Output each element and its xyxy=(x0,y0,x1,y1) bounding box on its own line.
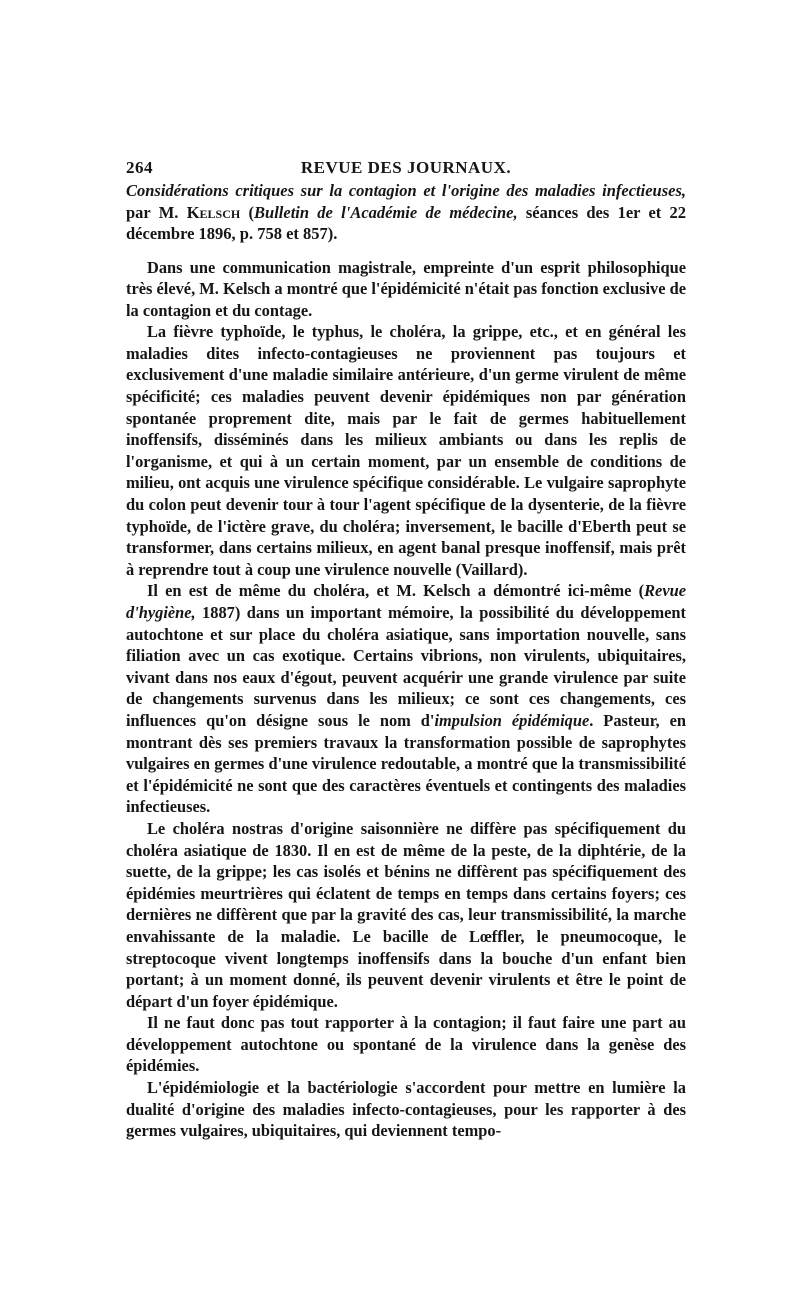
article-source: Bulletin de l'Académie de médecine, xyxy=(254,202,518,222)
cited-journal: Revue d'hygiène, xyxy=(126,581,686,622)
paragraph-3-text-b: 1887) dans un important mémoire, la possibilité du développement autochtone et sur place du choléra asiatique, sans importation nouvelle, sans filiation avec un cas exotique. Certains vibrions, non virulents, ubiquitaires, vivant dans nos eaux d'égout, peuvent acquérir une grande virulence par suite de changements survenus dans les milieux; ce sont ces changements, ces influences qu'on désigne sous le nom d' xyxy=(126,603,686,730)
journal-page xyxy=(126,150,686,1142)
emphasized-term: impulsion épidémique xyxy=(434,710,590,730)
paragraph-3-text-c: . Pasteur, en montrant dès ses premiers travaux la transformation possible de saprophytes vulgaires en germes d'une virulence redoutable, a montré que la transmissibilité et l'épidémicité ne sont que des caractères éventuels et contingents des maladies infectieuses. xyxy=(126,710,686,817)
source-open-paren: ( xyxy=(248,202,255,222)
article-title: Considérations critiques sur la contagion et l'origine des maladies infectieuses, xyxy=(126,181,686,200)
journal-title: REVUE DES JOURNAUX. xyxy=(300,158,512,177)
article-author: Kelsch xyxy=(186,202,241,222)
article-reference xyxy=(126,180,686,245)
paragraph-3-text-a: Il en est de même du choléra, et M. Kelsch a démontré ici-même ( xyxy=(147,581,645,601)
article-body xyxy=(126,257,686,1142)
page-number: 264 xyxy=(126,158,153,177)
paragraph-3 xyxy=(126,580,686,818)
reference-by: par M. xyxy=(126,202,179,222)
paragraph-4: Le choléra nostras d'origine saisonnière ne diffère pas spécifiquement du choléra asiatique de 1830. Il en est de même de la peste, de la diphtérie, de la suette, de la grippe; les cas isolés et bénins ne diffèrent pas spécifiquement des épidémies meurtrières qui éclatent de temps en temps dans certains foyers; ces dernières ne diffèrent que par la gravité des cas, leur transmissibilité, la marche envahissante de la maladie. Le bacille de Lœffler, le pneumocoque, le streptocoque vivent longtemps inoffensifs dans la bouche d'un enfant bien portant; à un moment donné, ils peuvent devenir virulents et être le point de départ d'un foyer épidémique. xyxy=(126,818,686,1011)
paragraph-5: Il ne faut donc pas tout rapporter à la contagion; il faut faire une part au développement autochtone ou spontané de la virulence dans la genèse des épidémies. xyxy=(126,1013,686,1076)
paragraph-2: La fièvre typhoïde, le typhus, le choléra, la grippe, etc., et en général les maladies dites infecto-contagieuses ne proviennent pas toujours et exclusivement d'une maladie similaire antérieure, d'un germe virulent de même spécificité; ces maladies peuvent devenir épidémiques non par génération spontanée proprement dite, mais par le fait de germes habituellement inoffensifs, disséminés dans les milieux ambiants ou dans les replis de l'organisme, et qui à un certain moment, par un ensemble de conditions de milieu, ont acquis une virulence spécifique considérable. Le vulgaire saprophyte du colon peut devenir tour à tour l'agent spécifique de la dysenterie, de la fièvre typhoïde, de l'ictère grave, du choléra; inversement, le bacille d'Eberth peut se transformer, dans certains milieux, en agent banal presque inoffensif, mais prêt à reprendre tout à coup une virulence nouvelle (Vaillard). xyxy=(126,322,686,579)
running-header xyxy=(126,150,686,180)
paragraph-1: Dans une communication magistrale, empreinte d'un esprit philosophique très élevé, M. Kelsch a montré que l'épidémicité n'était pas fonction exclusive de la contagion et du contage. xyxy=(126,257,686,320)
source-details: séances des 1er et 22 décembre 1896, p. 758 et 857). xyxy=(126,202,687,243)
paragraph-6: L'épidémiologie et la bactériologie s'accordent pour mettre en lumière la dualité d'origine des maladies infecto-contagieuses, pour les rapporter à des germes vulgaires, ubiquitaires, qui deviennent tempo- xyxy=(126,1078,686,1141)
